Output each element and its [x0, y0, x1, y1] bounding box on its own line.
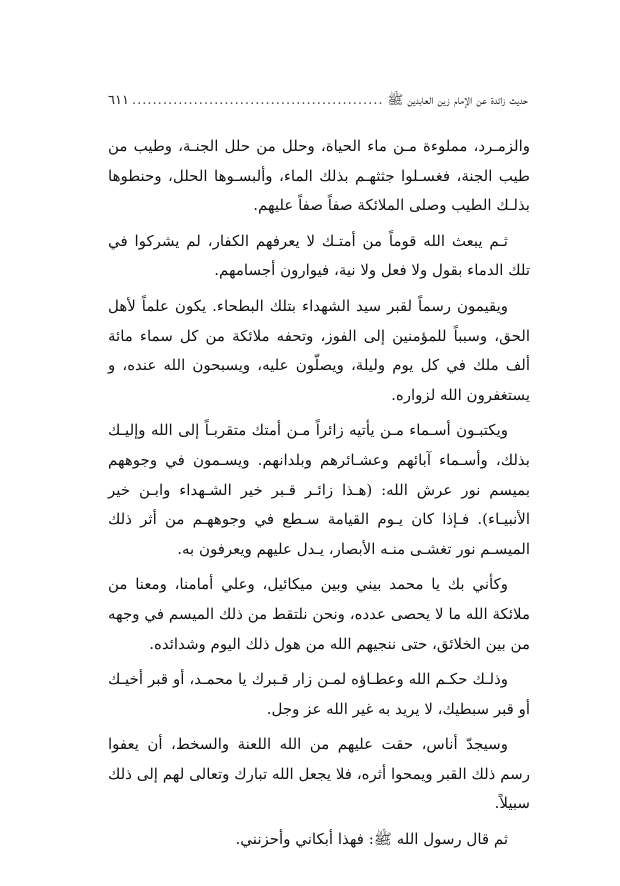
paragraph: ثـم يبعث الله قوماً من أمتـك لا يعرفهم الكفار، لم يشركوا في تلك الدماء بقول ولا فعل ولا نية، فيوارون أجسامهم. [108, 231, 530, 280]
paragraph: ثم قال رسول الله ﷺ: فهذا أبكاني وأحزنني. [235, 830, 508, 849]
header-title: حديث زائدة عن الإمام زين العابدين ﷺ [387, 93, 528, 108]
paragraph: وكأني بك يا محمد بيني وبين ميكائيل، وعلي أمامنا، ومعنا من ملائكة الله ما لا يحصى عدده، ونحن نلتقط من ذلك الميسم في وجهه من بين الخلائق، حتى ننجيهم الله من هول ذلك اليوم وشدائده. [108, 575, 530, 653]
paragraph: والزمـرد، مملوءة مـن ماء الحياة، وحلل من حلل الجنـة، وطيب من طيب الجنة، فغسـلوا جثثهـم بذلك الماء، وألبسـوها الحلل، وحنطوها بذلـك الطيب وصلى الملائكة صفاً صفاً عليهم. [108, 137, 530, 215]
page-body [108, 132, 530, 861]
paragraph: وذلـك حكـم الله وعطـاؤه لمـن زار قـبرك يا محمـد، أو قبر أخيـك أو قبر سبطيك، لا يريد به غير الله عز وجل. [108, 670, 530, 718]
paragraph: وسيجدّ أناس، حقت عليهم من الله اللعنة والسخط، أن يعفوا رسم ذلك القبر ويمحوا أثره، فلا يجعل الله تبارك وتعالى لهم إلى ذلك سبيلاً. [108, 735, 530, 813]
header-leader-dots [133, 93, 384, 108]
page-number: ٦١١ [108, 93, 129, 108]
running-header [108, 92, 528, 112]
paragraph: ويقيمون رسماً لقبر سيد الشهداء بتلك البطحاء. يكون علماً لأهل الحق، وسبباً للمؤمنين إلى الفوز، وتحفه ملائكة من كل سماء مائة ألف ملك في كل يوم وليلة، ويصلّون عليه، ويسبحون الله عنده، و يستغفرون الله لزواره. [108, 296, 530, 404]
paragraph: ويكتبـون أسـماء مـن يأتيه زائراً مـن أمتك متقربـاً إلى الله وإليـك بذلك، وأسـماء آبائهم وعشـائرهم وبلدانهم. ويسـمون في وجوههم بميسم نور عرش الله: (هـذا زائـر قـبر خير الشـهداء وابـن خير الأنبيـاء). فـإذا كان يـوم القيامة سـطع في وجوههـم من أثر ذلك الميسـم نور تغشـى منـه الأبصار، يـدل عليهم ويعرفون به. [108, 421, 530, 558]
